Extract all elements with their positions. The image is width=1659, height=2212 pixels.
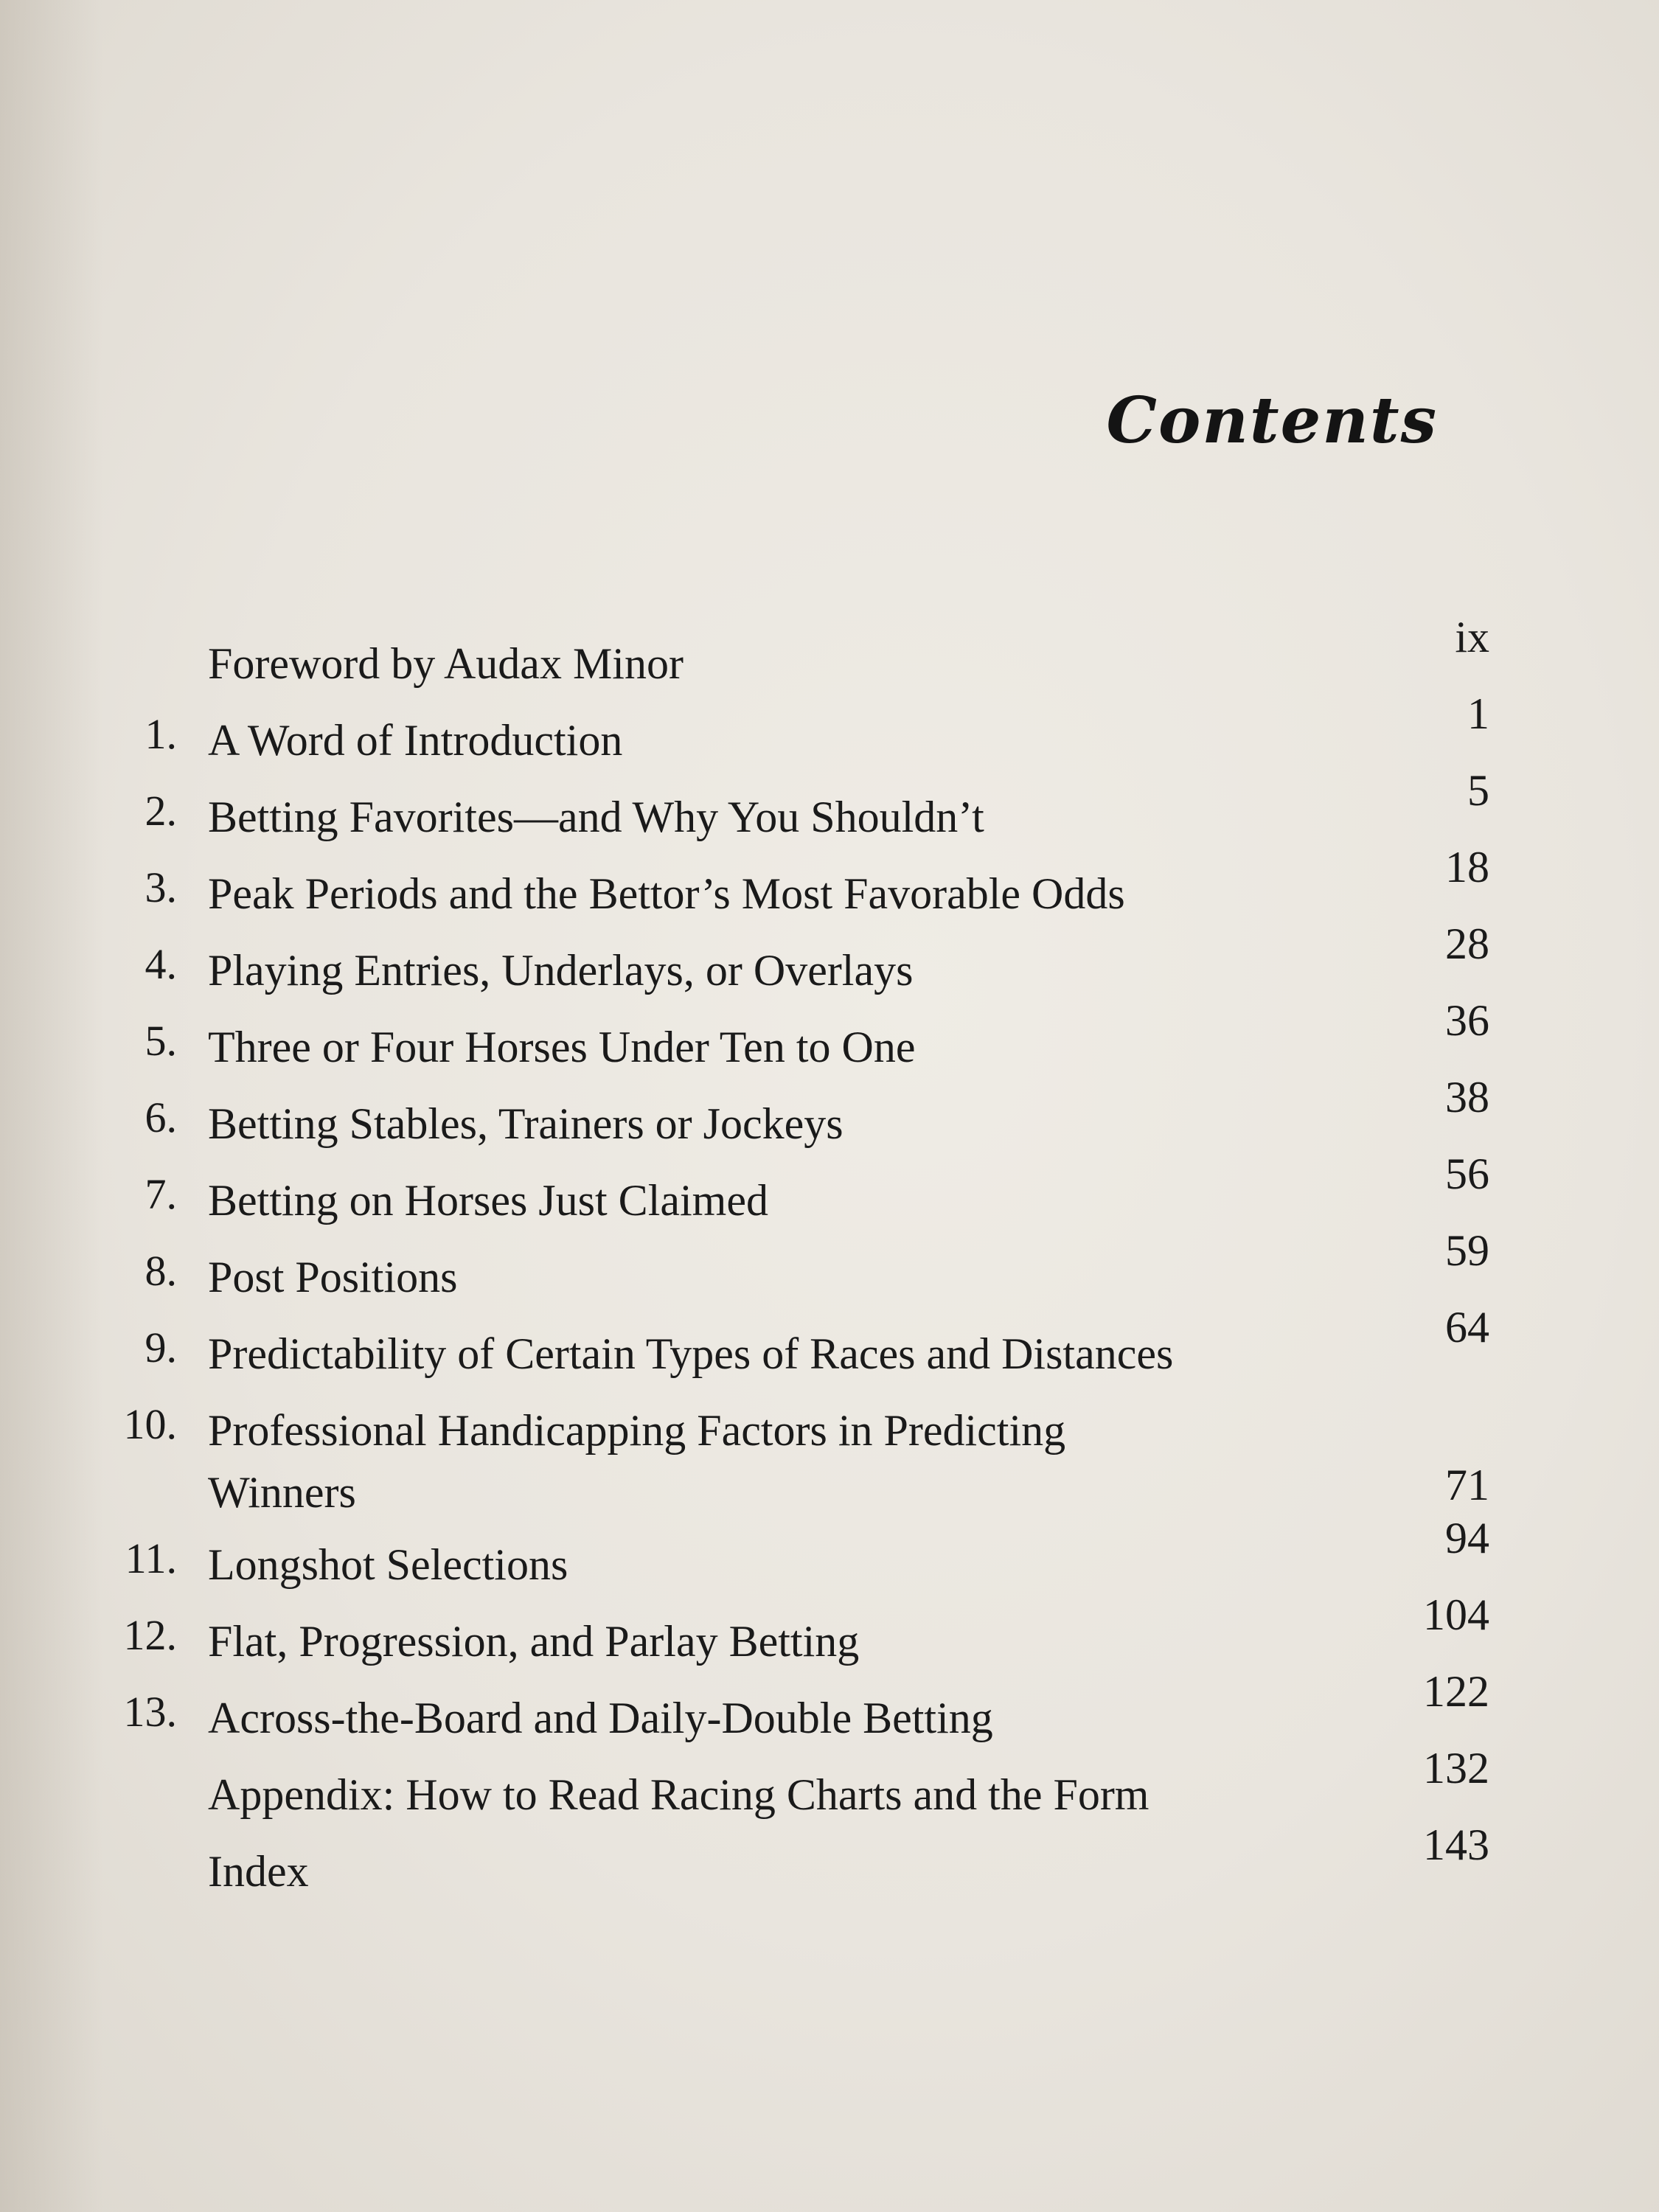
entry-page: 56 [1445, 1150, 1489, 1198]
entry-title: Betting Stables, Trainers or Jockeys [208, 1099, 844, 1148]
entry-number: 5. [145, 1017, 177, 1065]
toc-entry-chapter-1 [111, 689, 1489, 765]
toc-entry-chapter-6 [111, 1072, 1489, 1149]
toc-entry-chapter-12 [111, 1590, 1489, 1666]
toc-entry-chapter-7 [111, 1149, 1489, 1225]
entry-number: 11. [125, 1534, 177, 1582]
entry-title: Professional Handicapping Factors in Predicting Winners [208, 1406, 1066, 1517]
entry-number: 8. [145, 1247, 177, 1295]
table-of-contents [111, 612, 1489, 1896]
entry-title: Post Positions [208, 1253, 458, 1301]
toc-entry-chapter-2 [111, 765, 1489, 842]
entry-title: Across-the-Board and Daily-Double Betting [208, 1694, 993, 1742]
entry-number: 2. [145, 787, 177, 835]
entry-title: Appendix: How to Read Racing Charts and the Form [208, 1770, 1150, 1819]
entry-page: ix [1455, 613, 1489, 661]
entry-number: 6. [145, 1093, 177, 1141]
entry-page: 38 [1445, 1073, 1489, 1121]
entry-page: 36 [1445, 996, 1489, 1045]
entry-title: Longshot Selections [208, 1540, 568, 1589]
toc-entry-foreword [111, 612, 1489, 689]
entry-page: 104 [1423, 1590, 1489, 1639]
entry-number: 7. [145, 1170, 177, 1218]
entry-title: A Word of Introduction [208, 716, 623, 765]
entry-title: Three or Four Horses Under Ten to One [208, 1023, 916, 1071]
entry-title: Betting on Horses Just Claimed [208, 1176, 768, 1225]
entry-title: Playing Entries, Underlays, or Overlays [208, 946, 914, 995]
contents-heading: Contents [1106, 383, 1438, 458]
entry-title: Predictability of Certain Types of Races and Distances [208, 1329, 1174, 1378]
entry-page: 122 [1423, 1667, 1489, 1716]
entry-page: 59 [1445, 1226, 1489, 1275]
toc-entry-chapter-9 [111, 1302, 1489, 1379]
entry-page: 64 [1445, 1303, 1489, 1352]
entry-title: Index [208, 1847, 309, 1896]
toc-entry-chapter-10 [111, 1379, 1489, 1517]
page-gutter-shadow [0, 0, 103, 2212]
toc-entry-chapter-3 [111, 842, 1489, 919]
entry-page: 1 [1467, 689, 1489, 738]
toc-entry-chapter-5 [111, 995, 1489, 1072]
entry-number: 13. [123, 1688, 177, 1736]
toc-entry-chapter-4 [111, 919, 1489, 995]
entry-number: 10. [123, 1400, 177, 1448]
entry-number: 4. [145, 940, 177, 988]
entry-number: 1. [145, 710, 177, 758]
entry-number: 3. [145, 863, 177, 911]
entry-title: Peak Periods and the Bettor’s Most Favorable Odds [208, 869, 1125, 918]
toc-entry-chapter-8 [111, 1225, 1489, 1302]
entry-title: Flat, Progression, and Parlay Betting [208, 1617, 860, 1666]
entry-page: 143 [1423, 1820, 1489, 1869]
entry-page: 18 [1445, 843, 1489, 891]
toc-entry-chapter-13 [111, 1666, 1489, 1743]
entry-page: 132 [1423, 1744, 1489, 1792]
entry-page: 28 [1445, 919, 1489, 968]
entry-number: 12. [123, 1611, 177, 1659]
entry-title: Foreword by Audax Minor [208, 639, 684, 688]
toc-entry-chapter-11 [111, 1513, 1489, 1590]
toc-entry-index [111, 1820, 1489, 1896]
entry-number: 9. [145, 1324, 177, 1371]
toc-entry-appendix [111, 1743, 1489, 1820]
entry-page: 5 [1467, 766, 1489, 815]
entry-page: 71 [1445, 1461, 1489, 1509]
entry-page: 94 [1445, 1514, 1489, 1562]
entry-title: Betting Favorites—and Why You Shouldn’t [208, 793, 984, 841]
